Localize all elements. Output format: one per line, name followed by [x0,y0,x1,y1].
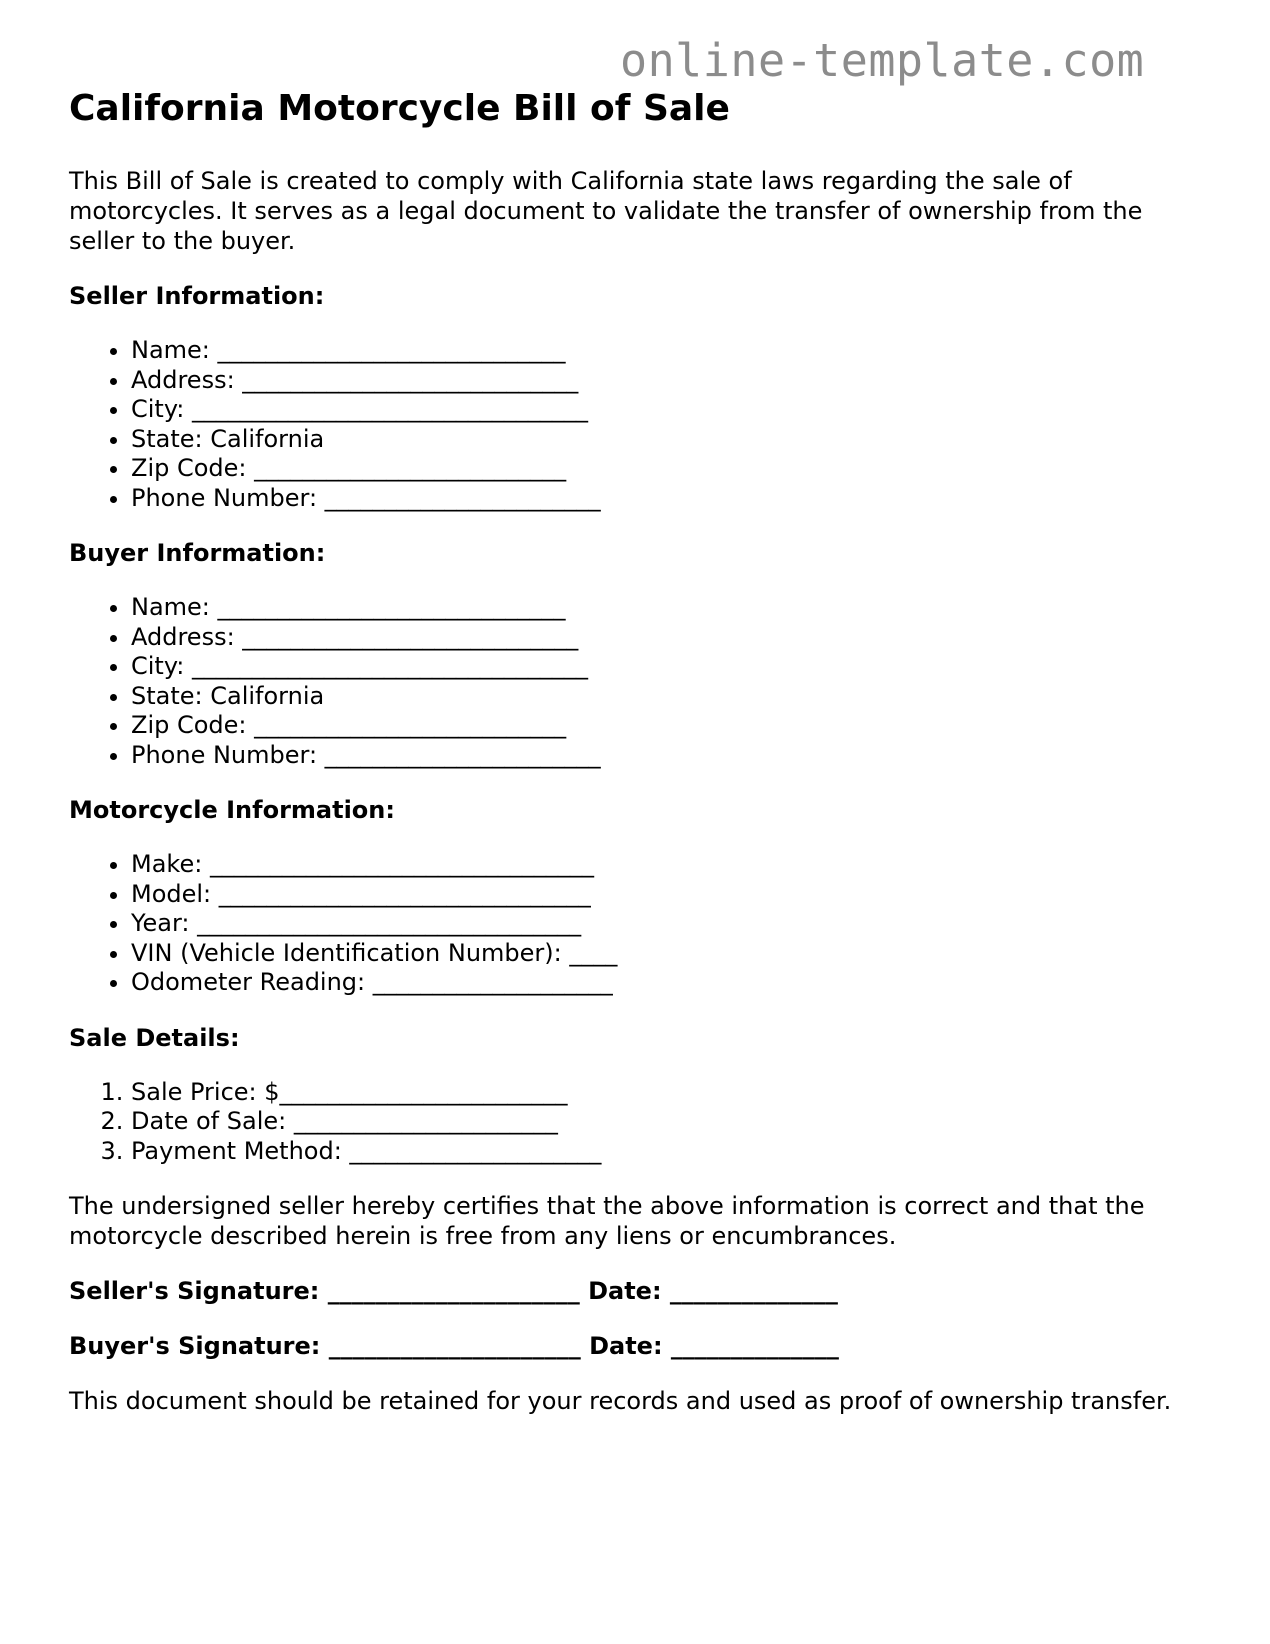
motorcycle-vin-field: • VIN (Vehicle Identification Number): ____ [131,939,1199,969]
seller-address-field: • Address: ____________________________ [131,366,1199,396]
retain-note: This document should be retained for your records and used as proof of ownership transfer. [69,1387,1172,1415]
motorcycle-section-heading: Motorcycle Information: [69,796,395,824]
sale-date-field: 2. Date of Sale: ______________________ [131,1107,1199,1137]
buyer-address-field: • Address: ____________________________ [131,623,1199,653]
sale-price-field: 1. Sale Price: $________________________ [131,1078,1199,1108]
sale-details-list [69,1078,1199,1167]
watermark-text: online-template.com [620,34,1145,87]
seller-zip-field: • Zip Code: __________________________ [131,454,1199,484]
motorcycle-model-field: • Model: _______________________________ [131,880,1199,910]
sale-section-heading: Sale Details: [69,1023,240,1052]
seller-info-list [69,336,1199,513]
buyer-name-field: • Name: _____________________________ [131,593,1199,623]
buyer-info-list [69,593,1199,770]
document-title: California Motorcycle Bill of Sale [69,88,730,129]
payment-method-field: 3. Payment Method: _____________________ [131,1137,1199,1167]
seller-name-field: • Name: _____________________________ [131,336,1199,366]
buyer-signature-line: Buyer's Signature: _____________________ Date: ______________ [69,1332,839,1360]
seller-section-heading: Seller Information: [69,282,325,310]
document-body [69,86,1199,1416]
seller-phone-field: • Phone Number: _______________________ [131,484,1199,514]
buyer-phone-field: • Phone Number: _______________________ [131,741,1199,771]
seller-state-field: • State: California [131,425,1199,455]
buyer-section-heading: Buyer Information: [69,539,326,567]
buyer-city-field: • City: _________________________________ [131,652,1199,682]
buyer-zip-field: • Zip Code: __________________________ [131,711,1199,741]
motorcycle-make-field: • Make: ________________________________ [131,850,1199,880]
buyer-state-field: • State: California [131,682,1199,712]
certification-paragraph: The undersigned seller hereby certifies that the above information is correct and that the motorcycle described herein is free from any liens or encumbrances. [69,1192,1145,1250]
seller-signature-line: Seller's Signature: _____________________ Date: ______________ [69,1277,838,1305]
seller-city-field: • City: _________________________________ [131,395,1199,425]
motorcycle-info-list [69,850,1199,998]
intro-paragraph: This Bill of Sale is created to comply with California state laws regarding the sale of motorcycles. It serves as a legal document to validate the transfer of ownership from the seller to the buyer. [69,167,1143,255]
motorcycle-odometer-field: • Odometer Reading: ____________________ [131,968,1199,998]
motorcycle-year-field: • Year: ________________________________ [131,909,1199,939]
